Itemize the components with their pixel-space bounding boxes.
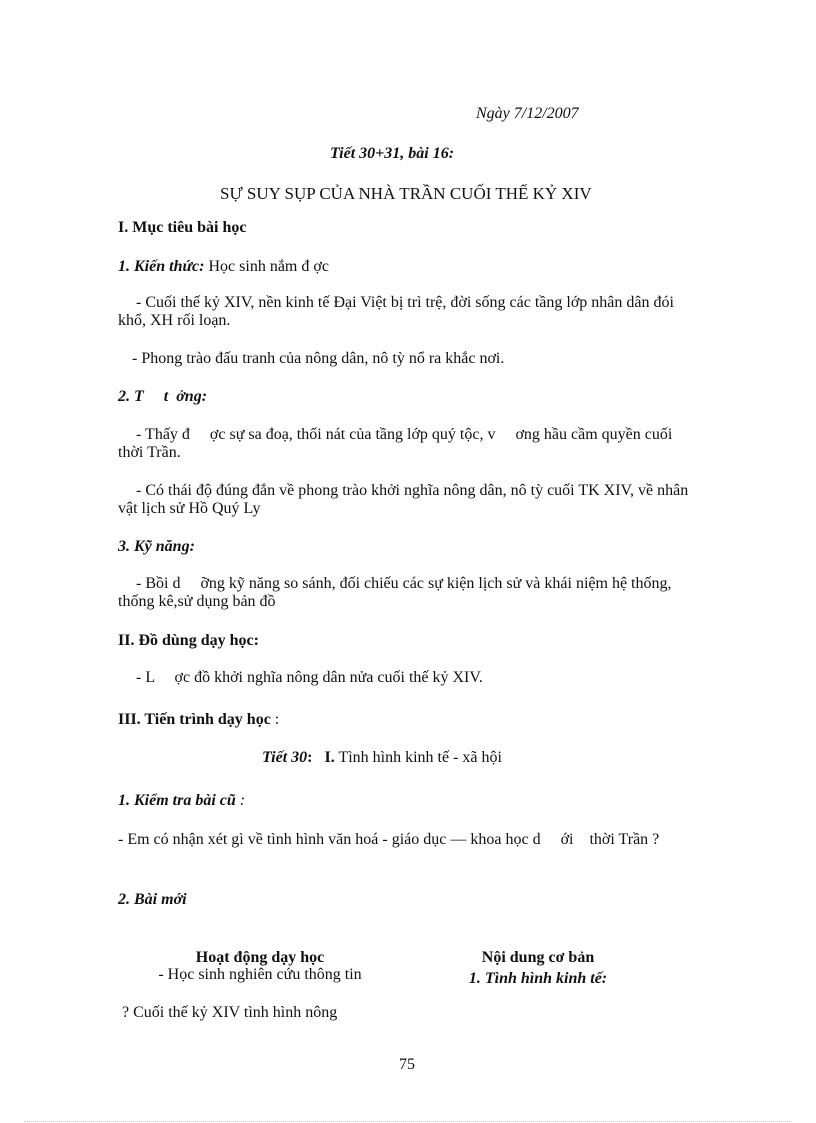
period-line (262, 749, 502, 767)
col1-header: Hoạt động dạy học (195, 949, 325, 966)
col1-sub: - Học sinh nghiên cứu thông tin (158, 966, 362, 983)
page-number: 75 (399, 1056, 415, 1073)
skills-point-1: - Bồi d ỡng kỹ năng so sánh, đối chiếu các sự kiện lịch sử và khái niệm hệ thống, thống kê,sử dụng bản đồ (118, 575, 676, 610)
oldcheck-question: - Em có nhận xét gì về tình hình văn hoá - giáo dục — khoa học d ới thời Trần ? (118, 831, 660, 848)
thought-point-2: - Có thái độ đúng đắn về phong trào khởi nghĩa nông dân, nô tỳ cuối TK XIV, về nhân vật lịch sử Hồ Quý Ly (118, 482, 689, 517)
thought-label: 2. T t ởng: (118, 388, 208, 405)
date-line: Ngày 7/12/2007 (476, 105, 579, 122)
lesson-line: Tiết 30+31, bài 16: (330, 145, 455, 162)
oldcheck-line (118, 792, 245, 810)
bottom-divider (24, 1121, 792, 1122)
knowledge-text: Học sinh nắm đ ợc (204, 258, 329, 275)
knowledge-point-1: - Cuối thế kỷ XIV, nền kinh tế Đại Việt bị trì trệ, đời sống các tầng lớp nhân dân đói khổ, XH rối loạn. (118, 294, 674, 329)
section2-heading: II. Đồ dùng dạy học: (118, 632, 259, 649)
newlesson-label: 2. Bài mới (118, 891, 187, 908)
col2-sub: 1. Tình hình kinh tế: (468, 970, 608, 987)
period-section-text: Tình hình kinh tế - xã hội (334, 749, 502, 766)
page-title: SỰ SUY SỤP CỦA NHÀ TRẦN CUỐI THẾ KỶ XIV (220, 184, 592, 203)
skills-label: 3. Kỹ năng: (118, 538, 195, 555)
period-label: Tiết 30 (262, 749, 308, 766)
oldcheck-label: 1. Kiểm tra bài cũ (118, 792, 240, 809)
period-colon: : (307, 749, 313, 766)
period-section-num: I. (324, 749, 335, 766)
thought-point-1: - Thấy đ ợc sự sa đoạ, thối nát của tầng lớp quý tộc, v ơng hầu cầm quyền cuối thời Trần. (118, 426, 677, 461)
oldcheck-colon: : (239, 792, 246, 809)
section2-point-1: - L ợc đồ khởi nghĩa nông dân nửa cuối thế kỷ XIV. (136, 669, 483, 686)
knowledge-label: 1. Kiến thức: (118, 258, 205, 275)
section1-heading: I. Mục tiêu bài học (118, 219, 247, 236)
col2-header: Nội dung cơ bản (481, 949, 595, 966)
section3-heading: III. Tiến trình dạy học (118, 711, 271, 728)
knowledge-line (118, 258, 329, 276)
knowledge-point-2: - Phong trào đấu tranh của nông dân, nô tỳ nổ ra khắc nơi. (132, 350, 505, 367)
col1-line: ? Cuối thế kỷ XIV tình hình nông (122, 1004, 338, 1021)
section3-heading-suffix: : (270, 711, 280, 728)
section3-heading-line (118, 711, 279, 729)
